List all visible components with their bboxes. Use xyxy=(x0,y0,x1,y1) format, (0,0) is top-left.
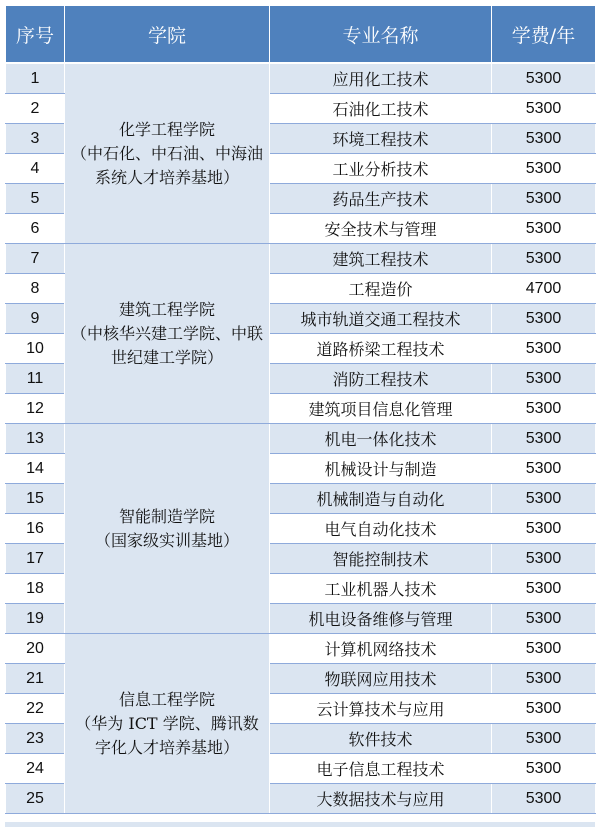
tuition-fee: 5300 xyxy=(492,724,596,754)
major-name: 物联网应用技术 xyxy=(270,664,492,694)
row-index: 20 xyxy=(6,634,65,664)
row-index: 15 xyxy=(6,484,65,514)
tuition-fee: 5300 xyxy=(492,214,596,244)
row-index: 14 xyxy=(6,454,65,484)
tuition-table xyxy=(5,5,596,814)
row-index: 9 xyxy=(6,304,65,334)
tuition-fee: 5300 xyxy=(492,394,596,424)
tuition-fee: 5300 xyxy=(492,784,596,814)
college-name: 智能制造学院 xyxy=(118,506,215,526)
major-name: 工程造价 xyxy=(270,274,492,304)
table-row xyxy=(6,424,596,454)
major-name: 药品生产技术 xyxy=(270,184,492,214)
row-index: 18 xyxy=(6,574,65,604)
row-index: 12 xyxy=(6,394,65,424)
table-body xyxy=(6,63,596,814)
major-name: 安全技术与管理 xyxy=(270,214,492,244)
major-name: 大数据技术与应用 xyxy=(270,784,492,814)
row-index: 25 xyxy=(6,784,65,814)
row-index: 7 xyxy=(6,244,65,274)
college-cell xyxy=(65,63,270,244)
major-name: 机械制造与自动化 xyxy=(270,484,492,514)
tuition-fee: 5300 xyxy=(492,664,596,694)
tuition-fee: 5300 xyxy=(492,574,596,604)
tuition-fee: 5300 xyxy=(492,304,596,334)
tuition-fee: 5300 xyxy=(492,424,596,454)
major-name: 计算机网络技术 xyxy=(270,634,492,664)
tuition-fee: 5300 xyxy=(492,754,596,784)
row-index: 22 xyxy=(6,694,65,724)
tuition-fee: 4700 xyxy=(492,274,596,304)
header-college: 学院 xyxy=(65,6,270,64)
major-name: 电气自动化技术 xyxy=(270,514,492,544)
row-index: 16 xyxy=(6,514,65,544)
college-detail: （中核华兴建工学院、中联世纪建工学院） xyxy=(70,323,263,367)
major-name: 工业机器人技术 xyxy=(270,574,492,604)
major-name: 机电一体化技术 xyxy=(270,424,492,454)
tuition-fee: 5300 xyxy=(492,63,596,94)
row-index: 5 xyxy=(6,184,65,214)
major-name: 智能控制技术 xyxy=(270,544,492,574)
row-index: 13 xyxy=(6,424,65,454)
table-bottom-edge xyxy=(5,822,595,827)
row-index: 11 xyxy=(6,364,65,394)
table-row xyxy=(6,244,596,274)
college-cell xyxy=(65,634,270,814)
major-name: 石油化工技术 xyxy=(270,94,492,124)
major-name: 机械设计与制造 xyxy=(270,454,492,484)
tuition-fee: 5300 xyxy=(492,154,596,184)
tuition-fee: 5300 xyxy=(492,544,596,574)
tuition-fee: 5300 xyxy=(492,514,596,544)
college-name: 化学工程学院 xyxy=(118,119,215,139)
row-index: 2 xyxy=(6,94,65,124)
tuition-fee: 5300 xyxy=(492,364,596,394)
tuition-fee: 5300 xyxy=(492,184,596,214)
tuition-fee: 5300 xyxy=(492,604,596,634)
tuition-fee: 5300 xyxy=(492,334,596,364)
major-name: 电子信息工程技术 xyxy=(270,754,492,784)
row-index: 24 xyxy=(6,754,65,784)
header-fee: 学费/年 xyxy=(492,6,596,64)
header-index: 序号 xyxy=(6,6,65,64)
college-cell xyxy=(65,424,270,634)
college-detail: （中石化、中石油、中海油系统人才培养基地） xyxy=(70,143,263,187)
row-index: 6 xyxy=(6,214,65,244)
tuition-fee: 5300 xyxy=(492,694,596,724)
major-name: 工业分析技术 xyxy=(270,154,492,184)
header-major: 专业名称 xyxy=(270,6,492,64)
major-name: 软件技术 xyxy=(270,724,492,754)
row-index: 8 xyxy=(6,274,65,304)
row-index: 4 xyxy=(6,154,65,184)
tuition-fee: 5300 xyxy=(492,94,596,124)
table-row xyxy=(6,63,596,94)
college-detail: （华为 ICT 学院、腾讯数字化人才培养基地） xyxy=(75,713,259,757)
tuition-fee: 5300 xyxy=(492,484,596,514)
row-index: 17 xyxy=(6,544,65,574)
tuition-fee: 5300 xyxy=(492,634,596,664)
tuition-fee: 5300 xyxy=(492,454,596,484)
major-name: 云计算技术与应用 xyxy=(270,694,492,724)
college-cell xyxy=(65,244,270,424)
row-index: 19 xyxy=(6,604,65,634)
college-name: 信息工程学院 xyxy=(118,689,215,709)
major-name: 环境工程技术 xyxy=(270,124,492,154)
tuition-fee: 5300 xyxy=(492,124,596,154)
row-index: 21 xyxy=(6,664,65,694)
row-index: 10 xyxy=(6,334,65,364)
table-row xyxy=(6,634,596,664)
college-detail: （国家级实训基地） xyxy=(94,530,239,550)
major-name: 道路桥梁工程技术 xyxy=(270,334,492,364)
major-name: 建筑工程技术 xyxy=(270,244,492,274)
major-name: 应用化工技术 xyxy=(270,63,492,94)
college-name: 建筑工程学院 xyxy=(118,299,215,319)
row-index: 1 xyxy=(6,63,65,94)
row-index: 3 xyxy=(6,124,65,154)
major-name: 建筑项目信息化管理 xyxy=(270,394,492,424)
major-name: 机电设备维修与管理 xyxy=(270,604,492,634)
major-name: 消防工程技术 xyxy=(270,364,492,394)
header-row xyxy=(6,6,596,64)
major-name: 城市轨道交通工程技术 xyxy=(270,304,492,334)
row-index: 23 xyxy=(6,724,65,754)
tuition-fee: 5300 xyxy=(492,244,596,274)
